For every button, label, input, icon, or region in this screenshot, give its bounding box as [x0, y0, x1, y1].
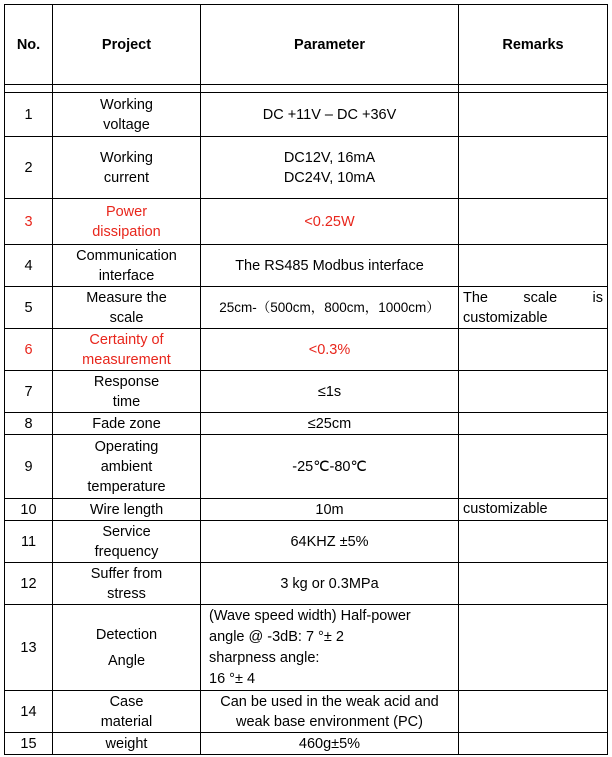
row-no: 14 — [5, 691, 53, 733]
row-remarks — [459, 605, 608, 691]
row-project: Measure the scale — [53, 287, 201, 329]
row-no: 5 — [5, 287, 53, 329]
row-parameter: 10m — [201, 499, 459, 521]
row-project: Service frequency — [53, 521, 201, 563]
row-no: 7 — [5, 371, 53, 413]
header-project: Project — [53, 5, 201, 85]
table-row — [5, 521, 608, 563]
table-row — [5, 199, 608, 245]
row-project: Power dissipation — [53, 199, 201, 245]
header-row — [5, 5, 608, 85]
row-remarks — [459, 521, 608, 563]
header-remarks: Remarks — [459, 5, 608, 85]
spec-table — [4, 4, 608, 755]
row-project: Detection Angle — [53, 605, 201, 691]
row-remarks — [459, 413, 608, 435]
row-parameter: 25cm-（500cm，800cm，1000cm） — [201, 287, 459, 329]
row-remarks: The scale is customizable — [459, 287, 608, 329]
table-row — [5, 329, 608, 371]
row-parameter: ≤1s — [201, 371, 459, 413]
row-no: 15 — [5, 733, 53, 755]
row-project: Wire length — [53, 499, 201, 521]
row-no: 8 — [5, 413, 53, 435]
row-remarks — [459, 329, 608, 371]
row-project: Working voltage — [53, 93, 201, 137]
table-row — [5, 435, 608, 499]
table-row — [5, 245, 608, 287]
table-row — [5, 413, 608, 435]
row-no: 11 — [5, 521, 53, 563]
spacer-row — [5, 85, 608, 93]
row-parameter: 460g±5% — [201, 733, 459, 755]
row-no: 13 — [5, 605, 53, 691]
header-parameter: Parameter — [201, 5, 459, 85]
table-row — [5, 733, 608, 755]
row-remarks — [459, 563, 608, 605]
row-remarks — [459, 435, 608, 499]
row-no: 1 — [5, 93, 53, 137]
row-no: 6 — [5, 329, 53, 371]
table-row — [5, 691, 608, 733]
row-remarks — [459, 733, 608, 755]
row-parameter: 64KHZ ±5% — [201, 521, 459, 563]
row-parameter: 3 kg or 0.3MPa — [201, 563, 459, 605]
row-no: 3 — [5, 199, 53, 245]
row-no: 9 — [5, 435, 53, 499]
row-no: 4 — [5, 245, 53, 287]
row-project: Operating ambient temperature — [53, 435, 201, 499]
row-remarks: customizable — [459, 499, 608, 521]
header-no: No. — [5, 5, 53, 85]
row-remarks — [459, 137, 608, 199]
row-project: Fade zone — [53, 413, 201, 435]
row-parameter: <0.25W — [201, 199, 459, 245]
row-no: 12 — [5, 563, 53, 605]
table-row — [5, 287, 608, 329]
table-row — [5, 137, 608, 199]
row-project: Response time — [53, 371, 201, 413]
row-project: Suffer from stress — [53, 563, 201, 605]
row-parameter: (Wave speed width) Half-power angle @ -3dB: 7 °± 2 sharpness angle: 16 °± 4 — [201, 605, 459, 691]
table-row — [5, 563, 608, 605]
row-parameter: -25℃-80℃ — [201, 435, 459, 499]
table-row — [5, 605, 608, 691]
row-parameter: Can be used in the weak acid and weak base environment (PC) — [201, 691, 459, 733]
row-project: Communication interface — [53, 245, 201, 287]
row-project: Certainty of measurement — [53, 329, 201, 371]
row-parameter: ≤25cm — [201, 413, 459, 435]
row-remarks — [459, 371, 608, 413]
row-no: 10 — [5, 499, 53, 521]
row-remarks — [459, 199, 608, 245]
table-row — [5, 371, 608, 413]
row-parameter: DC +11V – DC +36V — [201, 93, 459, 137]
row-project: Working current — [53, 137, 201, 199]
row-parameter: The RS485 Modbus interface — [201, 245, 459, 287]
row-parameter: DC12V, 16mA DC24V, 10mA — [201, 137, 459, 199]
table-row — [5, 93, 608, 137]
row-no: 2 — [5, 137, 53, 199]
row-project: Case material — [53, 691, 201, 733]
row-remarks — [459, 245, 608, 287]
row-remarks — [459, 93, 608, 137]
table-row — [5, 499, 608, 521]
row-remarks — [459, 691, 608, 733]
row-project: weight — [53, 733, 201, 755]
row-parameter: <0.3% — [201, 329, 459, 371]
